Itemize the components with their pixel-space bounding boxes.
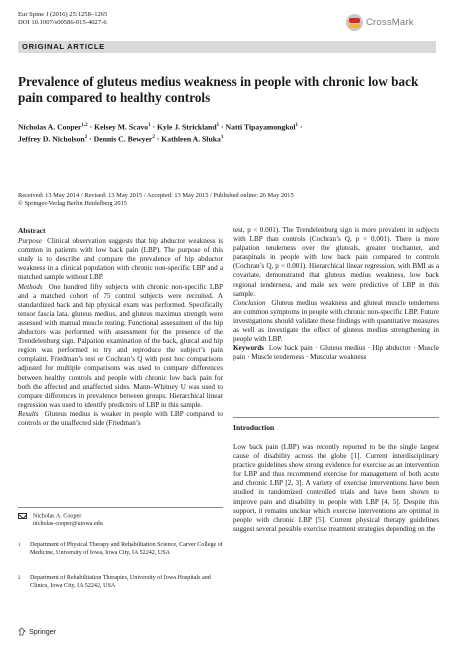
article-type-band xyxy=(18,41,436,53)
envelope-icon xyxy=(18,513,27,519)
author-affiliation: 1 xyxy=(220,135,224,141)
author-affiliation: 1 xyxy=(216,123,220,128)
results-label: Results xyxy=(18,409,39,418)
author-name[interactable]: Natti Tipayamongkol xyxy=(225,122,296,132)
author-name[interactable]: Kelsey M. Scavo xyxy=(94,122,149,132)
abstract-methods xyxy=(18,283,223,410)
correspondence xyxy=(18,513,223,529)
copyright-line: © Springer-Verlag Berlin Heidelberg 2015 xyxy=(18,200,127,208)
methods-text: One hundred fifty subjects with chronic non-specific LBP and a matched cohort of 75 control subjects were recruited. A standardized back and hip physical exam was performed. Specifically tensor fascia lata, gluteus medius, and gluteus maximus strength were assessed with manual muscle testing. Functional assessment of the hip abductors was performed with assessment for the presence of the Trendelenburg sign. Palpation examination of the back, glutcal and hip region was performed to try and reproduce the subject’s pain complaint. Friedman’s test or Cochran’s Q with post hoc comparisons adjusted for multiple comparisons was used to compare differences between healthy controls and people with chronic low back pain for both the affected and unaffected sides. Mann–Whitney U was used to compare differences in prevalence between groups. Hierarchical linear regression was used to identify predictors of LBP in this sample. xyxy=(18,282,223,409)
right-column xyxy=(233,226,439,362)
article-type-label: ORIGINAL ARTICLE xyxy=(22,42,105,51)
crossmark-icon xyxy=(346,14,363,31)
author-list: Nicholas A. Cooper$^{1,2}$ · Kelsey M. Scavo$^1$ · Kyle J. Strickland$^1$ · Natti Tipayamongkol$^1$ · Jeffrey D. Nicholson$^2$ · Dennis C. Bewyer$^2$ · Kathleen A. Sluka$^1$ xyxy=(18,122,303,144)
conclusion-label: Conclusion xyxy=(233,298,266,307)
author-affiliation: 1,2 xyxy=(81,123,88,128)
springer-horse-icon xyxy=(18,627,26,636)
author-name[interactable]: Kathleen A. Sluka xyxy=(161,134,221,144)
footnote-divider xyxy=(18,507,223,508)
purpose-text: Clinical observation suggests that hip abductor weakness is common in patients with low back pain (LBP). The purpose of this study is to describe and compare the prevalence of hip abductor weakness in a clinical population with chronic non-specific LBP and a matched sample without LBP. xyxy=(18,237,223,282)
results-continued: test, p < 0.001). The Trendelenburg sign is more prevalent in subjects with LBP than controls (Cochran’s Q, p < 0.001). There is more palpation tenderness over the gluteals, greater trochanter, and paraspinals in people with low back pain compared to controls (Cochran’s Q, p < 0.001). Hierarchical linear regression, with BMI as a covariate, demonstrated that gluteus medius weakness, low back regional tenderness, and male sex were predictive of LBP in this sample. xyxy=(233,226,439,298)
author-affiliation: 1 xyxy=(295,123,299,128)
publisher-logo xyxy=(18,627,56,636)
author-affiliation: 2 xyxy=(84,135,88,141)
author-name[interactable]: Nicholas A. Cooper xyxy=(18,122,82,132)
author-affiliation: 2 xyxy=(152,135,155,141)
footnote-text: Department of Rehabilitation Therapies, University of Iowa Hospitals and Clinics, Iowa City, IA 52242, USA xyxy=(30,575,211,589)
author-affiliation: 1 xyxy=(148,123,151,128)
crossmark-label: CrossMark xyxy=(366,16,414,28)
author-name[interactable]: Dennis C. Bewyer xyxy=(93,134,153,144)
author-name[interactable]: Jeffrey D. Nicholson xyxy=(18,134,85,144)
introduction-heading: Introduction xyxy=(233,423,275,432)
conclusion-text: Gluteus medius weakness and gluteal muscle tenderness are common symptoms in people with chronic non-specific LBP. Future investigations should validate these findings with quantitative measures as well as investigate the effect of gluteus medius strengthening in people with LBP. xyxy=(233,298,439,344)
abstract-conclusion xyxy=(233,299,439,344)
correspondence-email[interactable]: nicholas-cooper@uiowa.edu xyxy=(33,521,103,528)
footnote-1 xyxy=(18,542,223,558)
introduction-text: Low back pain (LBP) was recently reported to be the single largest cause of disability across the globe [1]. Current interdisciplinary practice guidelines show strong evidence for exercise as an intervention for LBP and thus recommend exercise for management of both acute and chronic LBP [2, 3]. A variety of exercise interventions have been studied in randomized controlled trials and have been shown to improve pain and disability in people with LBP [4, 5]. Despite this support, it remains unclear which exercise interventions are optimal in people with chronic LBP [5]. Current physical therapy guidelines suggest several possible exercise treatment strategies depending on the xyxy=(233,443,439,533)
section-divider xyxy=(233,417,439,418)
left-column xyxy=(18,226,223,428)
abstract-heading: Abstract xyxy=(18,226,46,235)
keywords-label: Keywords xyxy=(233,344,264,353)
abstract-purpose xyxy=(18,237,223,282)
journal-doi[interactable]: DOI 10.1007/s00586-015-4027-6 xyxy=(18,19,107,27)
publication-history xyxy=(18,192,438,209)
journal-citation: Eur Spine J (2016) 25:1258–1265 xyxy=(18,11,108,18)
methods-label: Methods xyxy=(18,282,43,291)
journal-info xyxy=(18,11,107,28)
footnote-number: 2 xyxy=(18,576,21,581)
footnote-2 xyxy=(18,575,223,591)
keywords-text: Low back pain · Gluteus medius · Hip abductor · Muscle pain · Muscle tenderness · Muscular weakness xyxy=(233,344,439,362)
keywords xyxy=(233,344,439,362)
crossmark-badge[interactable] xyxy=(346,11,436,33)
footnote-text: Department of Physical Therapy and Rehabilitation Science, Carver College of Medicine, University of Iowa, Iowa City, IA 52242, USA xyxy=(30,542,223,556)
footnote-number: 1 xyxy=(18,543,21,548)
purpose-label: Purpose xyxy=(18,237,42,246)
article-title: Prevalence of gluteus medius weakness in people with chronic low back pain compared to healthy controls xyxy=(18,74,419,105)
publisher-name: Springer xyxy=(29,627,57,636)
author-name[interactable]: Kyle J. Strickland xyxy=(157,122,217,132)
correspondence-name: Nicholas A. Cooper xyxy=(33,513,82,520)
abstract-results xyxy=(18,410,223,428)
received-dates: Received: 13 May 2014 / Revised: 13 May 2015 / Accepted: 13 May 2015 / Published online: 26 May 2015 xyxy=(18,192,294,199)
results-text-left: Gluteus medius is weaker in people with LBP compared to controls or the unaffected side (Friedman’s xyxy=(18,409,223,427)
